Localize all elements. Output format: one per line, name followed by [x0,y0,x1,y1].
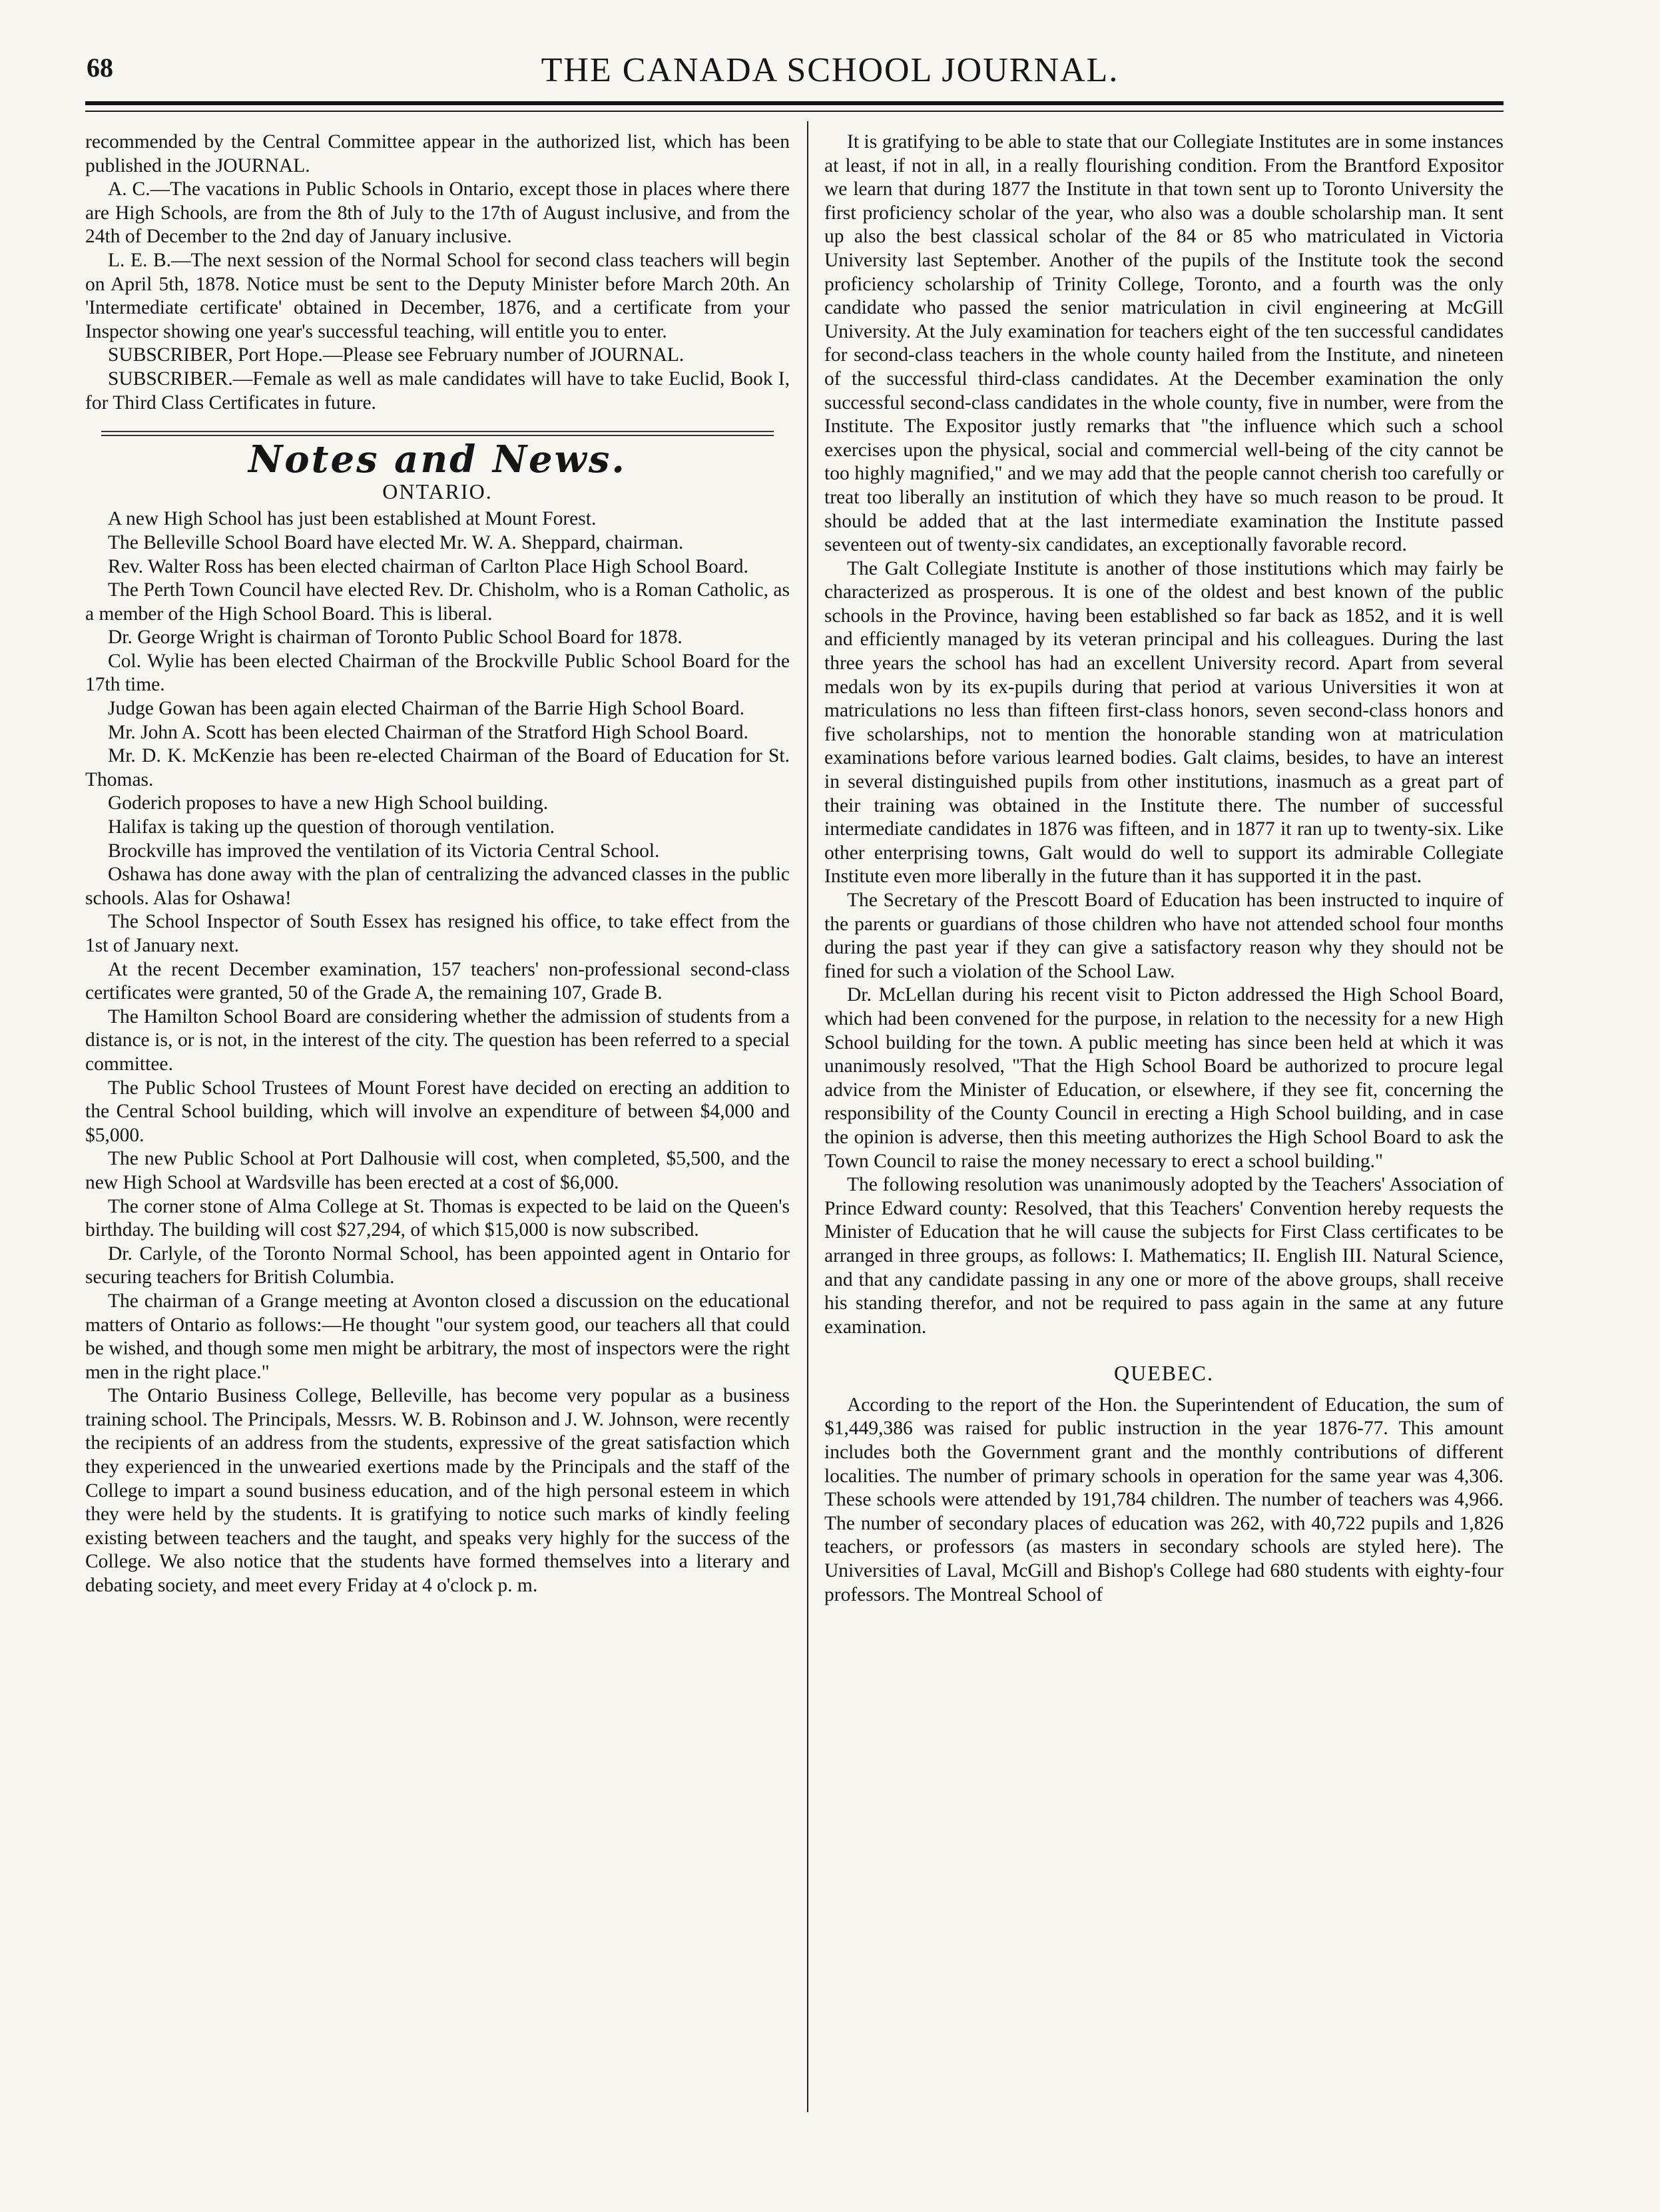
section-divider [101,431,774,432]
paragraph: A. C.—The vacations in Public Schools in Ontario, except those in places where there are High Schools, are from the 8th of July to the 17th of August inclusive, and from the 24th of December to the 2nd day of January inclusive. [85,178,790,248]
paragraph: The following resolution was unanimously adopted by the Teachers' Association of Prince Edward county: Resolved, that this Teachers' Convention hereby requests the Minister of Education that he will cause the subjects for First Class certificates to be arranged in three groups, as follows: I. Mathematics; II. English III. Natural Science, and that any candidate passing in any one or more of the above groups, shall receive his standing therefor, and not be required to pass again in the same at any future examination. [824,1174,1504,1338]
subheading-ontario: ONTARIO. [382,479,493,503]
news-item: According to the report of the Hon. the Superintendent of Education, the sum of $1,449,386 was raised for public instruction in the year 1876-77. This amount includes both the Government grant and the monthly contributions of different localities. The number of primary schools in operation for the same year was 4,306. These schools were attended by 191,784 children. The number of teachers was 4,966. The number of secondary places of education was 262, with 40,722 pupils and 1,826 teachers, or professors (as masters in secondary schools are styled here). The Universities of Laval, McGill and Bishop's College had 680 students with eighty-four professors. The Montreal School of [824,1394,1504,1605]
news-item: The corner stone of Alma College at St. Thomas is expected to be laid on the Queen's birthday. The building will cost $27,294, of which $15,000 is now subscribed. [85,1195,790,1241]
journal-title: THE CANADA SCHOOL JOURNAL. [541,51,1119,89]
news-item: At the recent December examination, 157 teachers' non-professional second-class certificates were granted, 50 of the Grade A, the remaining 107, Grade B. [85,958,790,1004]
column-divider [807,121,808,2112]
paragraph: L. E. B.—The next session of the Normal School for second class teachers will begin on April 5th, 1878. Notice must be sent to the Deputy Minister before March 20th. An 'Intermediate certificate' obtained in December, 1876, and a certificate from your Inspector showing one year's successful teaching, will entitle you to enter. [85,249,790,342]
news-item: Mr. John A. Scott has been elected Chairman of the Stratford High School Board. [108,721,748,743]
news-item: Oshawa has done away with the plan of centralizing the advanced classes in the public schools. Alas for Oshawa! [85,864,790,909]
news-item: The School Inspector of South Essex has resigned his office, to take effect from the 1st of January next. [85,911,790,956]
subheading-quebec: QUEBEC. [1114,1361,1214,1386]
news-item: The Hamilton School Board are considering whether the admission of students from a distance is, or is not, in the interest of the city. The question has been referred to a special committee. [85,1005,790,1075]
right-column [824,131,1504,2128]
news-item: The Belleville School Board have elected Mr. W. A. Sheppard, chairman. [108,531,684,553]
news-item: Halifax is taking up the question of thorough ventilation. [108,816,555,838]
news-item: Rev. Walter Ross has been elected chairman of Carlton Place High School Board. [108,555,748,577]
header-rule-thin [85,111,1504,112]
news-item: Goderich proposes to have a new High School building. [108,792,549,814]
paragraph: It is gratifying to be able to state that our Collegiate Institutes are in some instances at least, if not in all, in a really flourishing condition. From the Brantford Expositor we learn that during 1877 the Institute in that town sent up to Toronto University the first proficiency scholar of the year, who also was a double scholarship man. It sent up also the best classical scholar of the 84 or 85 who matriculated in Victoria University last September. Another of the pupils of the Institute took the second proficiency scholarship of Trinity College, Toronto, and a fourth was the only candidate who passed the senior matriculation in civil engineering at McGill University. At the July examination for teachers eight of the ten successful candidates for second-class teachers in the whole county hailed from the Institute, and nineteen of the successful third-class candidates. At the December examination the only successful second-class candidates in the whole county, five in number, were from the Institute. The Expositor justly remarks that "the influence which such a school exercises upon the physical, social and commercial well-being of the city cannot be too highly magnified," and we may add that the people cannot cherish too carefully or treat too liberally an institution of which they have so much reason to be proud. It should be added that at the last intermediate examination the Institute passed seventeen out of twenty-six candidates, an exceptionally favorable record. [824,131,1504,556]
news-item: Dr. Carlyle, of the Toronto Normal School, has been appointed agent in Ontario for securing teachers for British Columbia. [85,1243,790,1288]
paragraph: The Secretary of the Prescott Board of Education has been instructed to inquire of the parents or guardians of those children who have not attended school four months during the past year if they can give a satisfactory reason why they should not be fined for such a violation of the School Law. [824,890,1504,982]
news-item: The new Public School at Port Dalhousie will cost, when completed, $5,500, and the new High School at Wardsville has been erected at a cost of $6,000. [85,1148,790,1193]
news-item: The Public School Trustees of Mount Forest have decided on erecting an addition to the Central School building, which will involve an expenditure of between $4,000 and $5,000. [85,1077,790,1146]
news-item: The chairman of a Grange meeting at Avonton closed a discussion on the educational matters of Ontario as follows:—He thought "our system good, our teachers all that could be wished, and though some men might be arbitrary, the most of inspectors were the right men in the right place." [85,1290,790,1383]
news-item: Mr. D. K. McKenzie has been re-elected Chairman of the Board of Education for St. Thomas. [85,745,790,790]
news-item: Dr. George Wright is chairman of Toronto Public School Board for 1878. [108,627,683,649]
news-item: Col. Wylie has been elected Chairman of the Brockville Public School Board for the 17th time. [85,650,790,696]
news-item: Judge Gowan has been again elected Chairman of the Barrie High School Board. [108,698,744,720]
page-number: 68 [87,53,113,83]
header-rule-thick [85,101,1504,105]
paragraph: SUBSCRIBER.—Female as well as male candidates will have to take Euclid, Book I, for Third Class Certificates in future. [85,368,790,414]
news-item: A new High School has just been established at Mount Forest. [108,508,597,530]
news-item: The Perth Town Council have elected Rev. Dr. Chisholm, who is a Roman Catholic, as a member of the High School Board. This is liberal. [85,579,790,625]
paragraph: The Galt Collegiate Institute is another of those institutions which may fairly be characterized as prosperous. It is one of the oldest and best known of the public schools in the Province, having been established so far back as 1852, and it is well and efficiently managed by its veteran principal and his colleagues. During the last three years the school has had an excellent University record. Apart from several medals won by its ex-pupils during that period at various Universities it won at matriculations no less than fifteen first-class honors, seven second-class honors and five scholarships, not to mention the honorable standing won at matriculation examinations before various learned bodies. Galt claims, besides, to have an interest in several distinguished pupils from other institutions, inasmuch as a great part of their training was obtained in the Institute there. The number of successful intermediate candidates in 1876 was fifteen, and in 1877 it ran up to twenty-six. Like other enterprising towns, Galt would do well to support its admirable Collegiate Institute even more liberally in the future than it has supported it in the past. [824,557,1504,888]
left-column [85,131,790,2128]
paragraph: Dr. McLellan during his recent visit to Picton addressed the High School Board, which had been convened for the purpose, in relation to the necessity for a new High School building for the town. A public meeting has since been held at which it was unanimously resolved, "That the High School Board be authorized to procure legal advice from the Minister of Education, or elsewhere, if they see fit, concerning the responsibility of the County Council in erecting a High School building, and in case the opinion is adverse, then this meeting authorizes the High School Board to ask the Town Council to raise the money necessary to erect a school building." [824,984,1504,1172]
paragraph: recommended by the Central Committee appear in the authorized list, which has been published in the JOURNAL. [85,131,790,176]
section-divider [101,435,774,436]
section-heading: Notes and News. [248,437,627,482]
news-item: The Ontario Business College, Belleville, has become very popular as a business training school. The Principals, Messrs. W. B. Robinson and J. W. Johnson, were recently the recipients of an address from the students, expressive of the great satisfaction which they experienced in the unwearied exertions made by the Principals and the staff of the College to impart a sound business education, and of the high personal esteem in which they were held by the students. It is gratifying to notice such marks of kindly feeling existing between teachers and the taught, and speaks very highly for the success of the College. We also notice that the students have formed themselves into a literary and debating society, and meet every Friday at 4 o'clock p. m. [85,1385,790,1597]
news-item: Brockville has improved the ventilation of its Victoria Central School. [108,840,660,862]
paragraph: SUBSCRIBER, Port Hope.—Please see February number of JOURNAL. [108,344,685,366]
